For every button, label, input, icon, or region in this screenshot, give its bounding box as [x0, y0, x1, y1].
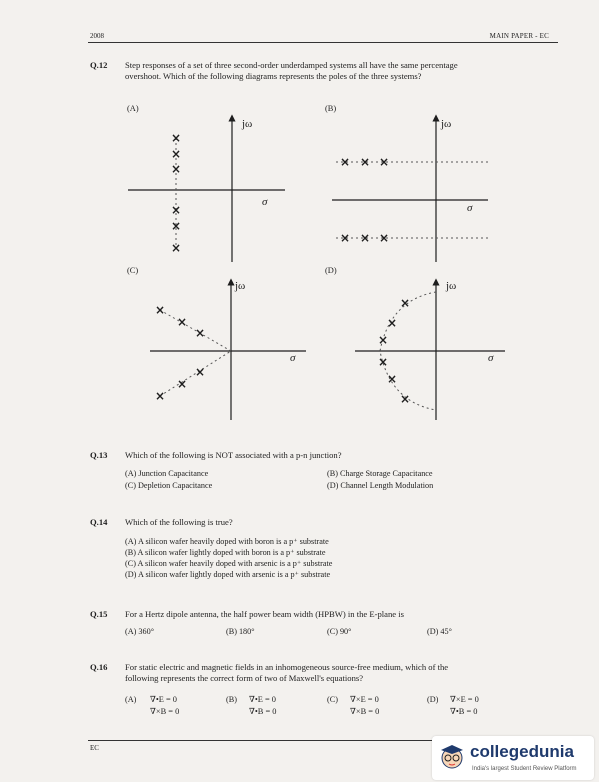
q14-option-d[interactable]: (D) A silicon wafer lightly doped with arsenic is a p⁺ substrate: [125, 570, 331, 579]
q13-number: Q.13: [90, 450, 108, 460]
q16-option-c-eq1: ∇×E = 0: [350, 695, 379, 704]
q16-option-a-eq1: ∇•E = 0: [150, 695, 177, 704]
q16-option-d-label[interactable]: (D): [427, 695, 439, 704]
diagram-b-pole-5: ×: [359, 231, 371, 245]
q15-option-c[interactable]: (C) 90°: [327, 627, 352, 636]
q16-text-2: following represents the correct form of two of Maxwell's equations?: [125, 673, 364, 683]
diagram-b-pole-6: ×: [378, 231, 390, 245]
paper-year: 2008: [90, 32, 104, 40]
q14-text: Which of the following is true?: [125, 517, 233, 527]
q14-number: Q.14: [90, 517, 108, 527]
collegedunia-watermark[interactable]: [432, 736, 594, 780]
q16-option-a-label[interactable]: (A): [125, 695, 137, 704]
q15-text: For a Hertz dipole antenna, the half power beam width (HPBW) in the E-plane is: [125, 609, 404, 619]
q14-option-b[interactable]: (B) A silicon wafer lightly doped with boron is a p⁺ substrate: [125, 548, 326, 557]
q13-option-b[interactable]: (B) Charge Storage Capacitance: [327, 469, 433, 478]
diagram-b-sigma: σ: [467, 202, 473, 214]
diagram-b-pole-3: ×: [378, 155, 390, 169]
paper-code: EC: [90, 744, 99, 752]
q12-label-a: (A): [127, 104, 139, 113]
diagram-a-pole-1: ×: [170, 131, 182, 145]
q16-option-a-eq2: ∇×B = 0: [150, 707, 180, 716]
diagram-c-pole-1: ×: [154, 303, 166, 317]
q13-option-d[interactable]: (D) Channel Length Modulation: [327, 481, 434, 490]
diagram-c-pole-6: ×: [194, 365, 206, 379]
q16-option-b-eq1: ∇•E = 0: [249, 695, 276, 704]
q12-number: Q.12: [90, 60, 108, 70]
q13-option-a[interactable]: (A) Junction Capacitance: [125, 469, 209, 478]
diagram-d-pole-1: ×: [399, 296, 411, 310]
diagram-b-jw: jω: [441, 118, 452, 130]
diagram-c-pole-3: ×: [194, 326, 206, 340]
q16-option-c-label[interactable]: (C): [327, 695, 338, 704]
q16-text-1: For static electric and magnetic fields in an inhomogeneous source-free medium, which of the: [125, 662, 449, 672]
q12-text-1: Step responses of a set of three second-order underdamped systems all have the same percentage: [125, 60, 458, 70]
diagram-c-sigma: σ: [290, 352, 296, 364]
q16-option-b-label[interactable]: (B): [226, 695, 237, 704]
q12-label-c: (C): [127, 266, 139, 275]
q15-number: Q.15: [90, 609, 108, 619]
diagram-a-pole-6: ×: [170, 241, 182, 255]
q14-option-a[interactable]: (A) A silicon wafer heavily doped with boron is a p⁺ substrate: [125, 537, 329, 546]
diagram-c-jw: jω: [235, 280, 246, 292]
diagram-d-sigma: σ: [488, 352, 494, 364]
paper-title: MAIN PAPER - EC: [489, 32, 549, 40]
diagram-d: [355, 282, 505, 420]
q16-option-b-eq2: ∇•B = 0: [249, 707, 277, 716]
q16-option-d-eq1: ∇×E = 0: [450, 695, 479, 704]
pole-layer: [155, 131, 410, 406]
diagram-a-jw: jω: [242, 118, 253, 130]
diagram-d-pole-6: ×: [377, 355, 389, 369]
q12-text-2: overshoot. Which of the following diagrams represents the poles of the three systems?: [125, 71, 422, 81]
diagram-d-jw: jω: [446, 280, 457, 292]
diagram-a-sigma: σ: [262, 196, 268, 208]
q16-option-d-eq2: ∇•B = 0: [450, 707, 478, 716]
q15-option-b[interactable]: (B) 180°: [226, 627, 255, 636]
q16-number: Q.16: [90, 662, 108, 672]
q13-option-c[interactable]: (C) Depletion Capacitance: [125, 481, 213, 490]
diagram-b-pole-2: ×: [359, 155, 371, 169]
diagram-c-pole-4: ×: [154, 389, 166, 403]
diagram-a-pole-4: ×: [170, 203, 182, 217]
q12-label-b: (B): [325, 104, 337, 113]
diagram-d-pole-4: ×: [399, 392, 411, 406]
q15-option-d[interactable]: (D) 45°: [427, 627, 452, 636]
diagram-b-pole-4: ×: [339, 231, 351, 245]
student-logo-icon: [438, 742, 466, 770]
brand-name: collegedunia: [470, 742, 574, 761]
diagram-d-pole-3: ×: [377, 333, 389, 347]
diagram-c: [150, 282, 306, 420]
brand-tagline: India's largest Student Review Platform: [472, 766, 577, 772]
diagram-a-pole-2: ×: [170, 147, 182, 161]
diagram-d-pole-5: ×: [386, 372, 398, 386]
q12-label-d: (D): [325, 266, 337, 275]
diagram-b: [332, 118, 488, 262]
diagram-a: [128, 118, 285, 262]
diagram-b-pole-1: ×: [339, 155, 351, 169]
q14-option-c[interactable]: (C) A silicon wafer heavily doped with arsenic is a p⁺ substrate: [125, 559, 333, 568]
diagram-a-pole-5: ×: [170, 219, 182, 233]
diagram-c-pole-2: ×: [176, 315, 188, 329]
q15-option-a[interactable]: (A) 360°: [125, 627, 154, 636]
q16-option-c-eq2: ∇×B = 0: [350, 707, 380, 716]
diagram-d-pole-2: ×: [386, 316, 398, 330]
q13-text: Which of the following is NOT associated with a p-n junction?: [125, 450, 342, 460]
diagram-c-pole-5: ×: [176, 377, 188, 391]
diagram-a-pole-3: ×: [170, 162, 182, 176]
